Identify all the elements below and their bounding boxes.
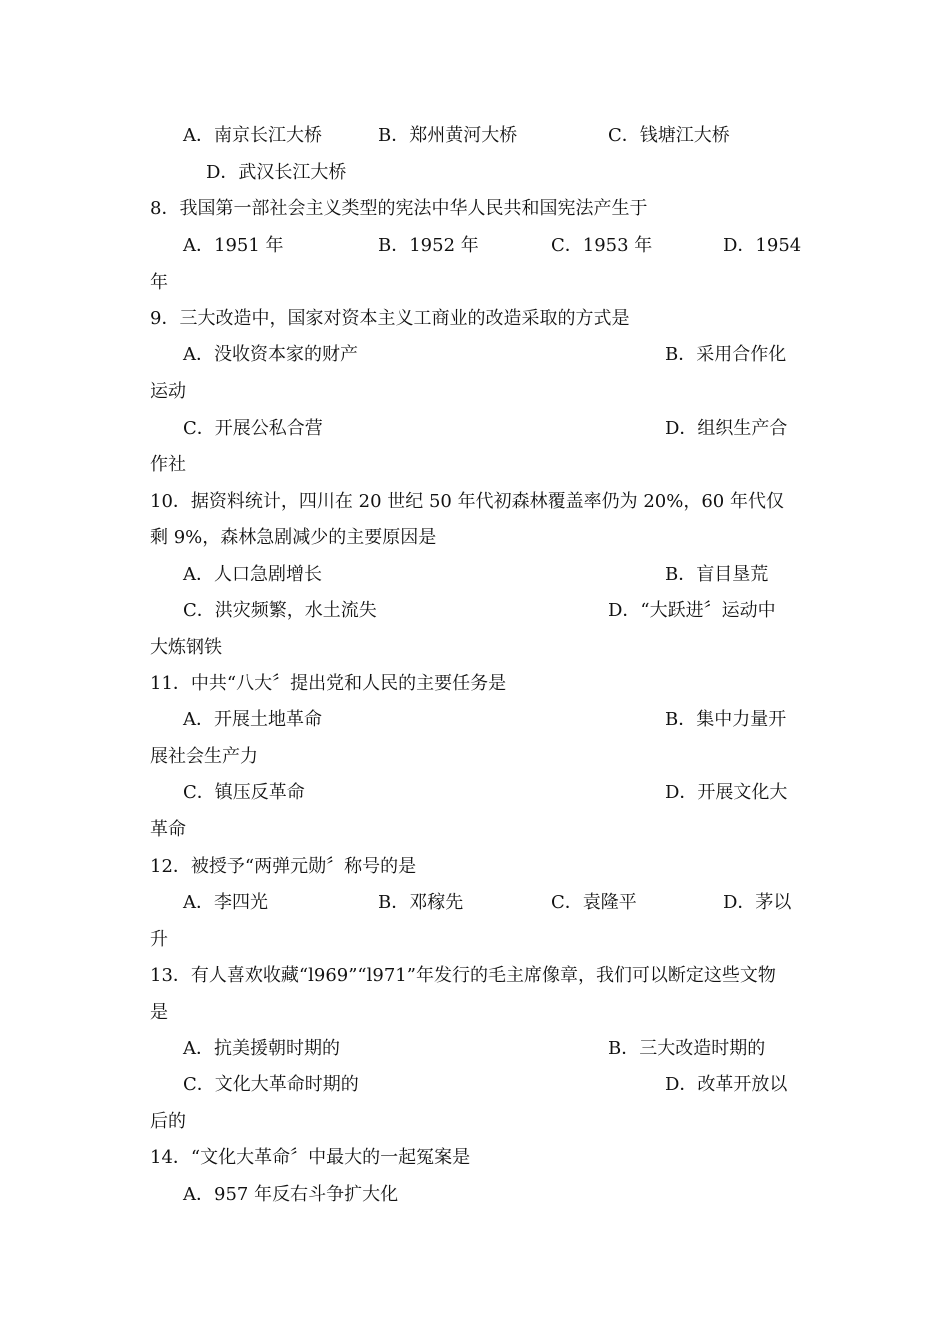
q11-option-d: D．开展文化大 [665,782,788,803]
q10-option-b: B．盲目垦荒 [665,564,769,585]
q8-option-b: B．1952 年 [378,235,479,256]
q10-stem-line2: 剩 9%，森林急剧减少的主要原因是 [150,527,437,548]
q12-option-d: D．茅以 [723,892,792,913]
q13-option-a: A．抗美援朝时期的 [183,1038,340,1059]
q13-option-c: C．文化大革命时期的 [183,1074,359,1095]
q7-option-b: B．郑州黄河大桥 [378,125,518,146]
q13-option-b: B．三大改造时期的 [608,1038,766,1059]
q11-option-a: A．开展土地革命 [183,709,322,730]
q9-option-c: C．开展公私合营 [183,418,323,439]
q7-option-a: A．南京长江大桥 [183,125,322,146]
q12-option-a: A．李四光 [183,892,268,913]
q8-option-a: A．1951 年 [183,235,284,256]
q10-option-a: A．人口急剧增长 [183,564,322,585]
q11-option-b: B．集中力量开 [665,709,787,730]
q8-stem: 8．我国第一部社会主义类型的宪法中华人民共和国宪法产生于 [150,198,648,219]
q13-stem-line2: 是 [150,1002,168,1023]
q9-option-d-cont: 作社 [150,454,186,475]
q8-option-d-cont: 年 [150,272,168,293]
q12-option-b: B．邓稼先 [378,892,464,913]
q14-stem: 14．“文化大革命〞中最大的一起冤案是 [150,1147,471,1168]
q10-option-d: D．“大跃进〞运动中 [608,600,776,621]
q11-option-b-cont: 展社会生产力 [150,746,258,767]
q12-stem: 12．被授予“两弹元勋〞称号的是 [150,856,417,877]
q9-option-d: D．组织生产合 [665,418,788,439]
q9-option-b-cont: 运动 [150,381,186,402]
q7-option-c: C．钱塘江大桥 [608,125,730,146]
q11-stem: 11．中共“八大〞提出党和人民的主要任务是 [150,673,507,694]
q11-option-c: C．镇压反革命 [183,782,305,803]
q8-option-d: D．1954 [723,235,802,256]
q10-stem-line1: 10．据资料统计，四川在 20 世纪 50 年代初森林覆盖率仍为 20%，60 年代仅 [150,491,784,512]
q9-stem: 9．三大改造中，国家对资本主义工商业的改造采取的方式是 [150,308,630,329]
q10-option-d-cont: 大炼钢铁 [150,637,222,658]
q14-option-a: A．957 年反右斗争扩大化 [183,1184,399,1205]
q12-option-d-cont: 升 [150,929,168,950]
q8-option-c: C．1953 年 [551,235,653,256]
q12-option-c: C．袁隆平 [551,892,637,913]
q9-option-b: B．采用合作化 [665,344,787,365]
q9-option-a: A．没收资本家的财产 [183,344,358,365]
q11-option-d-cont: 革命 [150,819,186,840]
q7-option-d: D．武汉长江大桥 [206,162,347,183]
q10-option-c: C．洪灾频繁，水土流失 [183,600,377,621]
q13-option-d-cont: 后的 [150,1111,186,1132]
q13-option-d: D．改革开放以 [665,1074,788,1095]
q13-stem-line1: 13．有人喜欢收藏“l969”“l971”年发行的毛主席像章，我们可以断定这些文物 [150,965,776,986]
